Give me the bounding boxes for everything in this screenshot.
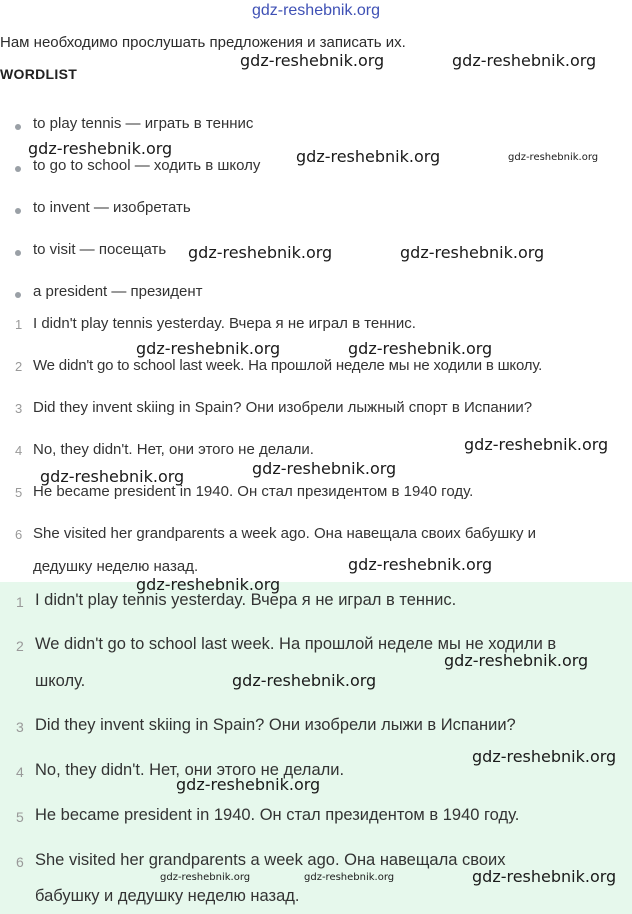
answer-text: No, they didn't. Нет, они этого не делали.: [35, 761, 345, 779]
answer-text: We didn't go to school last week. На прошлой неделе мы не ходили в: [35, 635, 557, 653]
answer-number: 2: [16, 638, 24, 654]
watermark: gdz-reshebnik.org: [348, 555, 493, 574]
watermark: gdz-reshebnik.org: [160, 872, 251, 883]
wordlist-item-text: to invent — изобретать: [33, 199, 191, 216]
answer-number: 4: [16, 764, 24, 780]
sentence-number: 4: [15, 443, 23, 458]
watermark: gdz-reshebnik.org: [296, 147, 441, 166]
answer-text: She visited her grandparents a week ago. Она навещала своих: [35, 851, 506, 869]
sentence-text: She visited her grandparents a week ago. Она навещала своих бабушку и: [33, 525, 537, 542]
answer-number: 1: [16, 594, 24, 610]
watermark: gdz-reshebnik.org: [40, 467, 185, 486]
watermark: gdz-reshebnik.org: [464, 435, 609, 454]
bullet-icon: [15, 250, 21, 256]
bullet-icon: [15, 208, 21, 214]
watermark: gdz-reshebnik.org: [452, 51, 597, 70]
answer-text-continued: школу.: [35, 672, 86, 690]
watermark: gdz-reshebnik.org: [444, 651, 589, 670]
wordlist-item-text: to visit — посещать: [33, 241, 167, 258]
sentence-text: No, they didn't. Нет, они этого не делали.: [33, 441, 314, 458]
watermark: gdz-reshebnik.org: [348, 339, 493, 358]
watermark: gdz-reshebnik.org: [176, 775, 321, 794]
sentence-number: 1: [15, 317, 23, 332]
answer-number: 3: [16, 719, 24, 735]
answer-number: 5: [16, 809, 24, 825]
answer-number: 6: [16, 854, 24, 870]
watermark: gdz-reshebnik.org: [232, 671, 377, 690]
wordlist-item-text: to play tennis — играть в теннис: [33, 115, 254, 132]
wordlist-item-text: a president — президент: [33, 283, 203, 300]
top-watermark: gdz-reshebnik.org: [251, 2, 381, 19]
watermark: gdz-reshebnik.org: [136, 575, 281, 594]
bullet-icon: [15, 292, 21, 298]
sentence-text: He became president in 1940. Он стал президентом в 1940 году.: [33, 483, 474, 500]
sentence-text: We didn't go to school last week. На прошлой неделе мы не ходили в школу.: [33, 357, 543, 374]
answer-text-continued: бабушку и дедушку неделю назад.: [35, 887, 300, 905]
intro-text: Нам необходимо прослушать предложения и записать их.: [0, 34, 406, 51]
sentence-text: I didn't play tennis yesterday. Вчера я не играл в теннис.: [33, 315, 416, 332]
bullet-icon: [15, 124, 21, 130]
bullet-icon: [15, 166, 21, 172]
sentence-text: Did they invent skiing in Spain? Они изобрели лыжный спорт в Испании?: [33, 399, 533, 416]
watermark: gdz-reshebnik.org: [240, 51, 385, 70]
answer-text: Did they invent skiing in Spain? Они изобрели лыжи в Испании?: [35, 716, 516, 734]
watermark: gdz-reshebnik.org: [136, 339, 281, 358]
watermark: gdz-reshebnik.org: [252, 459, 397, 478]
watermark: gdz-reshebnik.org: [472, 867, 617, 886]
watermark: gdz-reshebnik.org: [400, 243, 545, 262]
sentence-number: 5: [15, 485, 23, 500]
answer-text: I didn't play tennis yesterday. Вчера я не играл в теннис.: [35, 591, 457, 609]
sentence-number: 2: [15, 359, 23, 374]
watermark: gdz-reshebnik.org: [188, 243, 333, 262]
answer-text: He became president in 1940. Он стал президентом в 1940 году.: [35, 806, 520, 824]
watermark: gdz-reshebnik.org: [28, 139, 173, 158]
watermark: gdz-reshebnik.org: [304, 872, 395, 883]
watermark: gdz-reshebnik.org: [472, 747, 617, 766]
sentence-number: 6: [15, 527, 23, 542]
wordlist-item-text: to go to school — ходить в школу: [33, 157, 261, 174]
sentence-text-continued: дедушку неделю назад.: [33, 558, 199, 575]
watermark: gdz-reshebnik.org: [508, 152, 599, 163]
wordlist-title: WORDLIST: [0, 66, 78, 82]
sentence-number: 3: [15, 401, 23, 416]
